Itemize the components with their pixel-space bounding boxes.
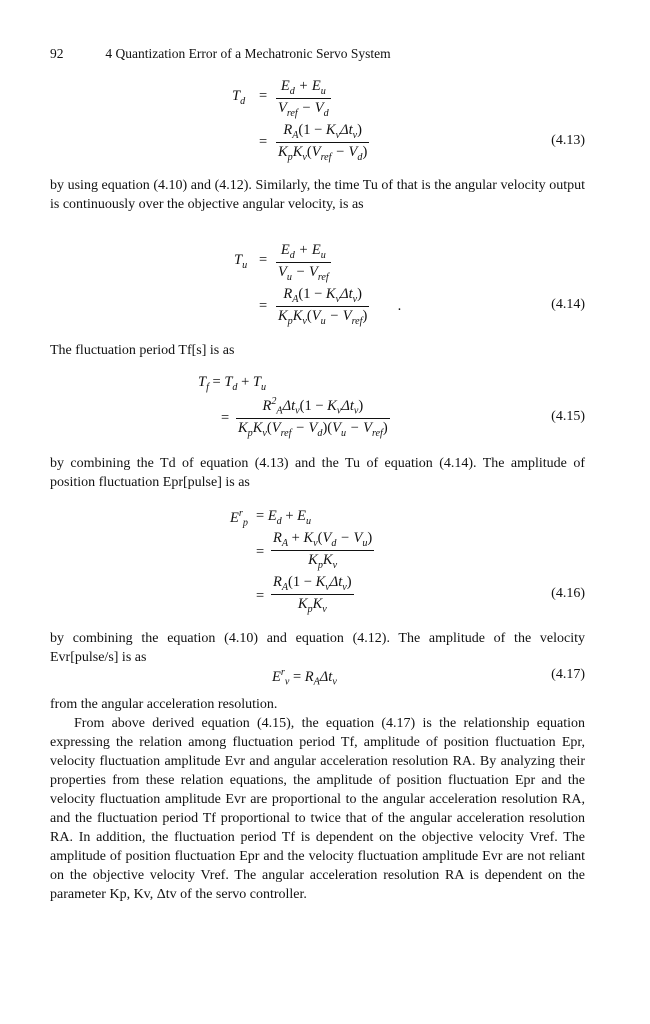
equation-number: (4.15) (551, 409, 585, 424)
equation-4-16: $E^r_p$ = $E_d + E_u$ = $R_A + K_v(V_d - V_u)$ $K_pK_v$ = $R_A(1 - K_v\Delta t_v)$ $K_pK_v$ (4.16) (230, 508, 585, 615)
paragraph: by combining the Td of equation (4.13) and the Tu of equation (4.14). The amplitude of position fluctuation Epr[pulse] is as (50, 456, 585, 490)
equation-number: (4.14) (551, 297, 585, 312)
equation-number: (4.17) (551, 667, 585, 682)
equation-4-14: $T_u$ = $E_d + E_u$ $V_u - V_{ref}$ = $R_A(1 - K_v\Delta t_v)$ $K_pK_v(V_u - V_{ref})$ . (4.14) (234, 242, 585, 327)
eq-fraction: $R_A(1 - K_v\Delta t_v)$ $K_pK_v(V_{ref} - V_d)$ (278, 122, 368, 163)
eq-sign: = (256, 544, 265, 560)
eq-sign: = (259, 298, 268, 314)
running-title: 4 Quantization Error of a Mechatronic Servo System (105, 46, 391, 61)
equation-4-17 (0, 667, 650, 689)
eq-lhs: $E^r_p$ (230, 508, 248, 529)
running-header (50, 46, 391, 62)
eq-fraction: $R^2_A\Delta t_v(1 - K_v\Delta t_v)$ $K_pK_v(V_{ref} - V_d)(V_u - V_{ref})$ (238, 396, 388, 439)
page-number: 92 (50, 46, 64, 61)
eq-sign: = (259, 134, 268, 150)
equation-4-13 (0, 78, 650, 168)
equation-4-15 (0, 372, 650, 442)
eq-fraction: $R_A(1 - K_v\Delta t_v)$ $K_pK_v$ (273, 574, 352, 615)
eq-sign: = (256, 588, 265, 604)
eq-fraction: $R_A + K_v(V_d - V_u)$ $K_pK_v$ (273, 530, 373, 571)
equation-number: (4.16) (551, 586, 585, 601)
equation-number: (4.13) (551, 133, 585, 148)
paragraph: by combining the equation (4.10) and equation (4.12). The amplitude of the velocity Evr[pulse/s] is as (50, 631, 585, 665)
paragraph: From above derived equation (4.15), the equation (4.17) is the relationship equation expressing the relation among fluctuation period Tf, amplitude of position fluctuation Epr, velocity fluctuation amplitude Evr and angular acceleration resolution RA. By analyzing their properties from these relation equations, the amplitude of position fluctuation Epr and the velocity fluctuation amplitude Evr are proportional to the angular acceleration resolution RA, and the fluctuation period Tf proportional to twice that of the angular acceleration resolution RA. In addition, the fluctuation period Tf is dependent on the objective velocity Vref. The amplitude of position fluctuation Epr and the velocity fluctuation amplitude Evr are not reliant on the objective velocity Vref. The angular acceleration resolution RA is dependent on the parameter Kp, Kv, Δtv of the servo controller. (50, 716, 585, 902)
eq-sign: = (259, 252, 268, 268)
paragraph: The fluctuation period Tf[s] is as (50, 343, 235, 358)
eq-lhs: $T_f = T_d + T_u$ (198, 374, 267, 393)
eq-sign: = (259, 88, 268, 104)
eq-lhs: $E^r_v = R_A\Delta t_v$ (272, 667, 337, 688)
eq-fraction: $E_d + E_u$ $V_{ref} - V_d$ (278, 78, 329, 119)
paragraph: by using equation (4.10) and (4.12). Similarly, the time Tu of that is the angular velocity output is continuously over the objective angular velocity, is as (50, 178, 585, 212)
eq-lhs: $T_u$ (234, 252, 248, 271)
eq-lhs: $T_d$ (232, 88, 246, 107)
eq-sign: = (221, 410, 230, 426)
paragraph: from the angular acceleration resolution. (50, 697, 278, 712)
eq-fraction: $R_A(1 - K_v\Delta t_v)$ $K_pK_v(V_u - V_{ref})$ (278, 286, 368, 327)
eq-fraction: $E_d + E_u$ $V_u - V_{ref}$ (278, 242, 329, 283)
